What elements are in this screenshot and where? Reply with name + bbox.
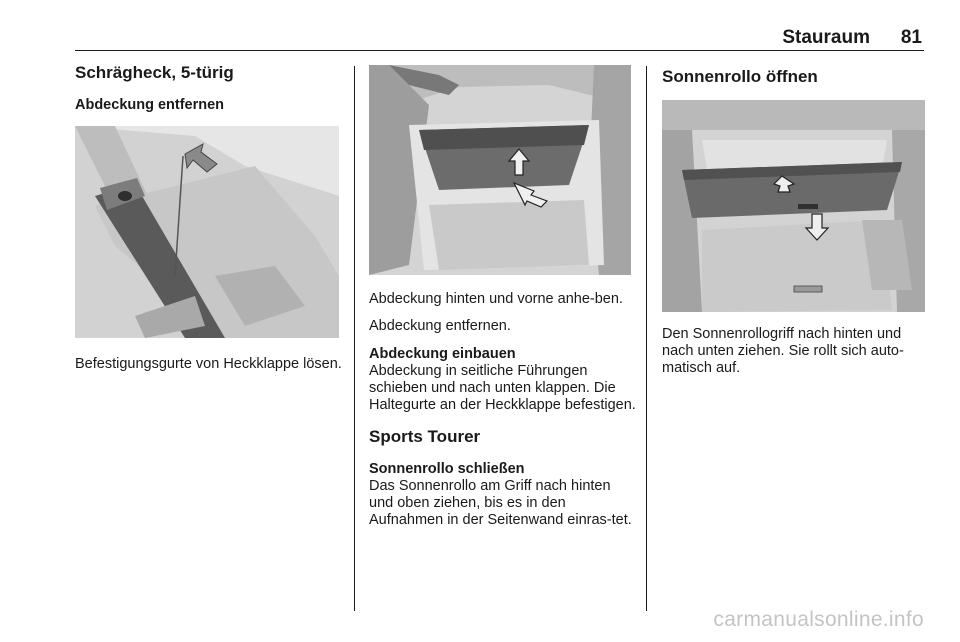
illustration-strap-release [75,126,339,338]
subheading-close-blind: Sonnenrollo schließen [369,461,525,477]
column-left [75,62,343,373]
illustration-lift-cover [369,65,631,275]
section-heading-sports-tourer: Sports Tourer [369,427,481,446]
page-number: 81 [900,27,922,48]
subheading-remove-cover: Abdeckung entfernen [75,97,225,113]
caption-strap-release: Befestigungsgurte von Heckklappe lösen. [75,356,342,372]
section-heading-open-blind: Sonnenrollo öffnen [662,67,818,86]
para-remove-cover: Abdeckung entfernen. [369,318,511,334]
para-install-cover: Abdeckung in seitliche Führungen schieben und nach unten klappen. Die Haltegurte an der Heckklappe befestigen. [369,363,636,413]
header-rule [75,50,924,51]
column-divider [646,66,647,611]
column-divider [354,66,355,611]
column-middle [369,62,636,529]
running-header-title: Stauraum [782,27,870,48]
section-heading-hatchback: Schrägheck, 5-türig [75,63,234,82]
para-close-blind: Das Sonnenrollo am Griff nach hinten und oben ziehen, bis es in den Aufnahmen in der Seitenwand einras-tet. [369,478,632,528]
column-right [662,62,930,377]
para-open-blind: Den Sonnenrollogriff nach hinten und nach unten ziehen. Sie rollt sich auto-matisch auf. [662,326,904,376]
watermark: carmanualsonline.info [713,608,924,631]
subheading-install-cover: Abdeckung einbauen [369,346,516,362]
para-lift-cover: Abdeckung hinten und vorne anhe-ben. [369,291,623,307]
illustration-open-blind [662,100,925,312]
